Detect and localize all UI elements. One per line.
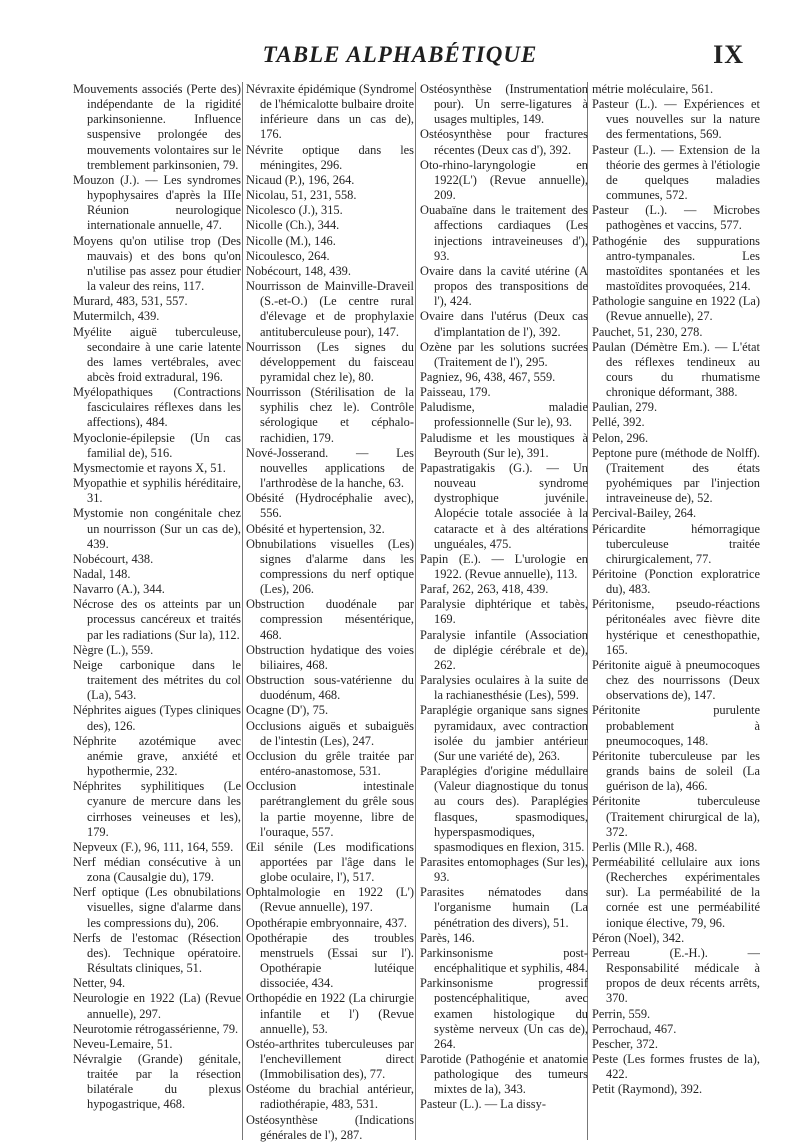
- index-entry: Ophtalmologie en 1922 (L') (Revue annuelle), 197.: [246, 885, 414, 915]
- index-entry: Ovaire dans la cavité utérine (A propos des transpositions de l'), 424.: [420, 263, 588, 309]
- index-entry: Nourrisson de Mainville-Draveil (S.-et-O.) (Le centre rural d'élevage et de prophylaxie antituberculeuse pour), 147.: [246, 279, 414, 339]
- index-entry: Nicolle (Ch.), 344.: [246, 218, 340, 233]
- index-entry: Œil sénile (Les modifications apportées par l'âge dans le globe oculaire, l'), 517.: [246, 839, 414, 885]
- index-entry: Mouzon (J.). — Les syndromes hypophysaires d'après la IIIe Réunion neurologique internationale annuelle, 47.: [73, 172, 241, 233]
- index-entry: Pasteur (L.). — Expériences et vues nouvelles sur la nature des fermentations, 569.: [592, 97, 760, 142]
- index-entry: Parotide (Pathogénie et anatomie pathologique des tumeurs mixtes de la), 343.: [420, 1052, 588, 1097]
- index-entry: Occlusion intestinale parétranglement du grêle sous la partie moyenne, libre de l'ouraque, 557.: [246, 779, 414, 839]
- index-entry: Perrochaud, 467.: [592, 1021, 677, 1036]
- index-entry: Neige carbonique dans le traitement des métrites du col (La), 543.: [73, 657, 241, 703]
- index-entry: Nicaud (P.), 196, 264.: [246, 172, 355, 187]
- index-entry: Paralysie diphtérique et tabès, 169.: [420, 597, 588, 627]
- index-entry: Nerf médian consécutive à un zona (Causalgie du), 179.: [73, 854, 241, 885]
- index-entry: Parasites nématodes dans l'organisme humain (La pénétration des divers), 51.: [420, 885, 588, 930]
- index-entry: Péron (Noel), 342.: [592, 930, 685, 945]
- index-entry: Occlusions aiguës et subaiguës de l'intestin (Les), 247.: [246, 718, 414, 748]
- index-entry: Paulian, 279.: [592, 400, 658, 415]
- index-entry: Ostéosynthèse (Instrumentation pour). Un serre-ligatures à usages multiples, 149.: [420, 82, 588, 127]
- index-entry: Ouabaïne dans le traitement des affections cardiaques (Les injections intraveineuses d'), 93.: [420, 203, 588, 263]
- index-entry: Ostéo-arthrites tuberculeuses par l'enchevillement direct (Immobilisation des), 77.: [246, 1036, 414, 1082]
- index-entry: Papin (E.). — L'urologie en 1922. (Revue annuelle), 113.: [420, 551, 588, 581]
- index-entry: Parès, 146.: [420, 930, 475, 945]
- index-entry: Nourrisson (Les signes du développement du faisceau pyramidal chez le), 80.: [246, 339, 414, 384]
- index-entry: Oto-rhino-laryngologie en 1922(L') (Revue annuelle), 209.: [420, 157, 588, 203]
- index-entry: Nicoulesco, 264.: [246, 248, 330, 263]
- index-entry: Parkinsonisme post-encéphalitique et syphilis, 484.: [420, 945, 588, 976]
- index-entry: Péricardite hémorragique tuberculeuse traitée chirurgicalement, 77.: [592, 521, 760, 566]
- index-column-4: [592, 82, 760, 1142]
- page-title: TABLE ALPHABÉTIQUE: [262, 42, 538, 67]
- index-entry: Obstruction hydatique des voies biliaires, 468.: [246, 642, 414, 672]
- index-entry: Mouvements associés (Perte des) indépendante de la rigidité parkinsonienne. Influence suspensive prolongée des mouvements volontaires sur le tremblement parkinsonien, 79.: [73, 82, 241, 172]
- index-entry: Peptone pure (méthode de Nolff). (Traitement des états pyohémiques par l'injection intraveineuse de), 52.: [592, 445, 760, 506]
- index-entry: Paralysie infantile (Association de diplégie cérébrale et de), 262.: [420, 627, 588, 672]
- index-entry: Névrite optique dans les méningites, 296.: [246, 142, 414, 172]
- index-entry: Navarro (A.), 344.: [73, 582, 165, 597]
- index-entry: Myélite aiguë tuberculeuse, secondaire à une carie latente des lames vertébrales, avec abcès froid extradural, 196.: [73, 324, 241, 384]
- index-entry: Nicolesco (J.), 315.: [246, 203, 343, 218]
- index-entry: Pelon, 296.: [592, 430, 649, 445]
- index-entry: Netter, 94.: [73, 976, 126, 991]
- index-entry: Obésité (Hydrocéphalie avec), 556.: [246, 491, 414, 521]
- index-entry: Néphrites syphilitiques (Le cyanure de mercure dans les cirrhoses veineuses et les), 179.: [73, 779, 241, 839]
- index-entry: Paraf, 262, 263, 418, 439.: [420, 582, 549, 597]
- index-column-3: [420, 82, 588, 1142]
- index-entry: Pasteur (L.). — Microbes pathogènes et vaccins, 577.: [592, 203, 760, 233]
- column-divider: [415, 82, 416, 1140]
- index-entry: Paludisme et les moustiques à Beyrouth (Sur le), 391.: [420, 430, 588, 460]
- index-entry: Paralysies oculaires à la suite de la rachianesthésie (Les), 599.: [420, 673, 588, 703]
- index-entry: Peste (Les formes frustes de la), 422.: [592, 1052, 760, 1082]
- index-entry: Obstruction sous-vatérienne du duodénum, 468.: [246, 673, 414, 703]
- index-entry: Nourrisson (Stérilisation de la syphilis chez le). Contrôle sérologique et céphalo-rachidien, 179.: [246, 385, 414, 445]
- index-entry: Paulan (Démètre Em.). — L'état des réflexes tendineux au cours du rhumatisme chronique déformant, 388.: [592, 339, 760, 400]
- index-entry: Paraplégies d'origine médullaire (Valeur diagnostique du tonus au cours des). Paraplégies flasques, spasmodiques, hyperspasmodiques, spasmodiques en flexion, 315.: [420, 764, 588, 854]
- index-entry: Murard, 483, 531, 557.: [73, 294, 188, 309]
- index-entry: Néphrite azotémique avec anémie grave, anxiété et hypothermie, 232.: [73, 733, 241, 779]
- index-entry: Pagniez, 96, 438, 467, 559.: [420, 369, 556, 384]
- index-entry: Opothérapie des troubles menstruels (Essai sur l'). Opothérapie lutéique dissociée, 434.: [246, 930, 414, 991]
- index-entry: Occlusion du grêle traitée par entéro-anastomose, 531.: [246, 748, 414, 779]
- index-entry: Mutermilch, 439.: [73, 309, 160, 324]
- index-entry: Myoclonie-épilepsie (Un cas familial de), 516.: [73, 430, 241, 460]
- index-entry: Perrin, 559.: [592, 1006, 651, 1021]
- index-entry: Péritonite purulente probablement à pneumocoques, 148.: [592, 703, 760, 748]
- index-entry: Péritonite tuberculeuse (Traitement chirurgical de la), 372.: [592, 794, 760, 839]
- index-entry: Obnubilations visuelles (Les) signes d'alarme dans les compressions du nerf optique (Les), 206.: [246, 536, 414, 597]
- index-entry: Ostéome du brachial antérieur, radiothérapie, 483, 531.: [246, 1082, 414, 1112]
- index-entry: Péritonisme, pseudo-réactions péritonéales avec fièvre dite hystérique et cenesthopathie, 165.: [592, 597, 760, 657]
- index-entry: Péritonite tuberculeuse par les grands bains de soleil (La guérison de la), 466.: [592, 748, 760, 794]
- index-entry: Nepveux (F.), 96, 111, 164, 559.: [73, 839, 234, 854]
- index-entry: Névralgie (Grande) génitale, traitée par la résection bilatérale du plexus hypogastrique, 468.: [73, 1052, 241, 1112]
- index-entry: Mystomie non congénitale chez un nourrisson (Sur un cas de), 439.: [73, 506, 241, 551]
- index-entry: Nerfs de l'estomac (Résection des). Technique opératoire. Résultats cliniques, 51.: [73, 930, 241, 976]
- index-entry: Névraxite épidémique (Syndrome de l'hémicalotte bulbaire droite inférieure dans un cas de), 176.: [246, 82, 414, 142]
- index-entry: Pathologie sanguine en 1922 (La) (Revue annuelle), 27.: [592, 294, 760, 324]
- index-entry: Ostéosynthèse pour fractures récentes (Deux cas d'), 392.: [420, 127, 588, 157]
- index-column-1: [73, 82, 241, 1142]
- index-entry: Pathogénie des suppurations antro-tympanales. Les mastoïdites spontanées et les mastoïdites provoquées, 214.: [592, 233, 760, 294]
- index-entry: Ostéosynthèse (Indications générales de l'), 287.: [246, 1112, 414, 1142]
- index-entry: Neurotomie rétrogassérienne, 79.: [73, 1021, 239, 1036]
- index-entry: Péritoine (Ponction exploratrice du), 483.: [592, 567, 760, 597]
- index-entry: Papastratigakis (G.). — Un nouveau syndrome dystrophique juvénile. Alopécie totale associée à la cataracte et à des altérations unguéales, 475.: [420, 460, 588, 551]
- index-entry: Paisseau, 179.: [420, 385, 491, 400]
- index-entry: Neveu-Lemaire, 51.: [73, 1036, 173, 1051]
- page-number: IX: [713, 40, 744, 69]
- index-entry: Obésité et hypertension, 32.: [246, 521, 385, 536]
- index-entry: Nadal, 148.: [73, 567, 131, 581]
- index-entry: Perméabilité cellulaire aux ions (Recherches expérimentales sur). La perméabilité de la cornée est une perméabilité ionique élective, 79, 96.: [592, 854, 760, 930]
- index-entry: Parasites entomophages (Sur les), 93.: [420, 854, 588, 885]
- index-entry: Nécrose des os atteints par un processus cancéreux et traités par les radiations (Sur la), 112.: [73, 597, 241, 642]
- index-entry: Orthopédie en 1922 (La chirurgie infantile et l') (Revue annuelle), 53.: [246, 991, 414, 1036]
- index-entry: Nicolau, 51, 231, 558.: [246, 188, 357, 203]
- index-entry: Myélopathiques (Contractions fasciculaires réflexes dans les affections), 484.: [73, 385, 241, 430]
- index-entry: Pasteur (L.). — La dissy-: [420, 1097, 546, 1112]
- index-entry: métrie moléculaire, 561.: [592, 82, 714, 96]
- index-entry: Nobécourt, 438.: [73, 551, 154, 566]
- index-entry: Nové-Josserand. — Les nouvelles applications de l'arthrodèse de la hanche, 63.: [246, 445, 414, 491]
- index-entry: Nègre (L.), 559.: [73, 642, 154, 657]
- page-header: [0, 42, 800, 72]
- index-entry: Pauchet, 51, 230, 278.: [592, 324, 703, 339]
- index-entry: Mysmectomie et rayons X, 51.: [73, 460, 226, 475]
- index-entry: Myopathie et syphilis héréditaire, 31.: [73, 476, 241, 506]
- index-entry: Neurologie en 1922 (La) (Revue annuelle), 297.: [73, 991, 241, 1021]
- index-entry: Ocagne (D'), 75.: [246, 703, 329, 718]
- index-entry: Pellé, 392.: [592, 415, 645, 430]
- index-entry: Perreau (E.-H.). — Responsabilité médicale à propos de deux récents arrêts, 370.: [592, 945, 760, 1006]
- index-entry: Paludisme, maladie professionnelle (Sur le), 93.: [420, 400, 588, 430]
- index-column-2: [246, 82, 414, 1142]
- index-entry: Obstruction duodénale par compression mésentérique, 468.: [246, 597, 414, 642]
- index-entry: Parkinsonisme progressif postencéphalitique, avec examen histologique du système nerveux (Un cas de), 264.: [420, 976, 588, 1051]
- index-entry: Pescher, 372.: [592, 1036, 658, 1051]
- index-entry: Petit (Raymond), 392.: [592, 1082, 703, 1097]
- index-entry: Ozène par les solutions sucrées (Traitement de l'), 295.: [420, 339, 588, 369]
- index-entry: Perlis (Mlle R.), 468.: [592, 839, 698, 854]
- index-entry: Nobécourt, 148, 439.: [246, 263, 351, 278]
- index-entry: Néphrites aigues (Types cliniques des), 126.: [73, 703, 241, 733]
- index-entry: Moyens qu'on utilise trop (Des mauvais) et des bons qu'on n'utilise pas assez pour étudier la valeur des reins, 117.: [73, 233, 241, 294]
- index-entry: Nicolle (M.), 146.: [246, 233, 336, 248]
- index-entry: Pasteur (L.). — Extension de la théorie des germes à l'étiologie de quelques maladies communes, 572.: [592, 142, 760, 203]
- index-entry: Ovaire dans l'utérus (Deux cas d'implantation de l'), 392.: [420, 309, 588, 339]
- index-entry: Paraplégie organique sans signes pyramidaux, avec contraction isolée du jambier antérieur (Sur une variété de), 263.: [420, 703, 588, 763]
- index-entry: Percival-Bailey, 264.: [592, 506, 697, 521]
- column-divider: [242, 82, 243, 1140]
- index-entry: Péritonite aiguë à pneumocoques chez des nourrissons (Deux observations de), 147.: [592, 657, 760, 703]
- index-entry: Nerf optique (Les obnubilations visuelles, signe d'alarme dans les compressions du), 206.: [73, 885, 241, 930]
- index-entry: Opothérapie embryonnaire, 437.: [246, 915, 408, 930]
